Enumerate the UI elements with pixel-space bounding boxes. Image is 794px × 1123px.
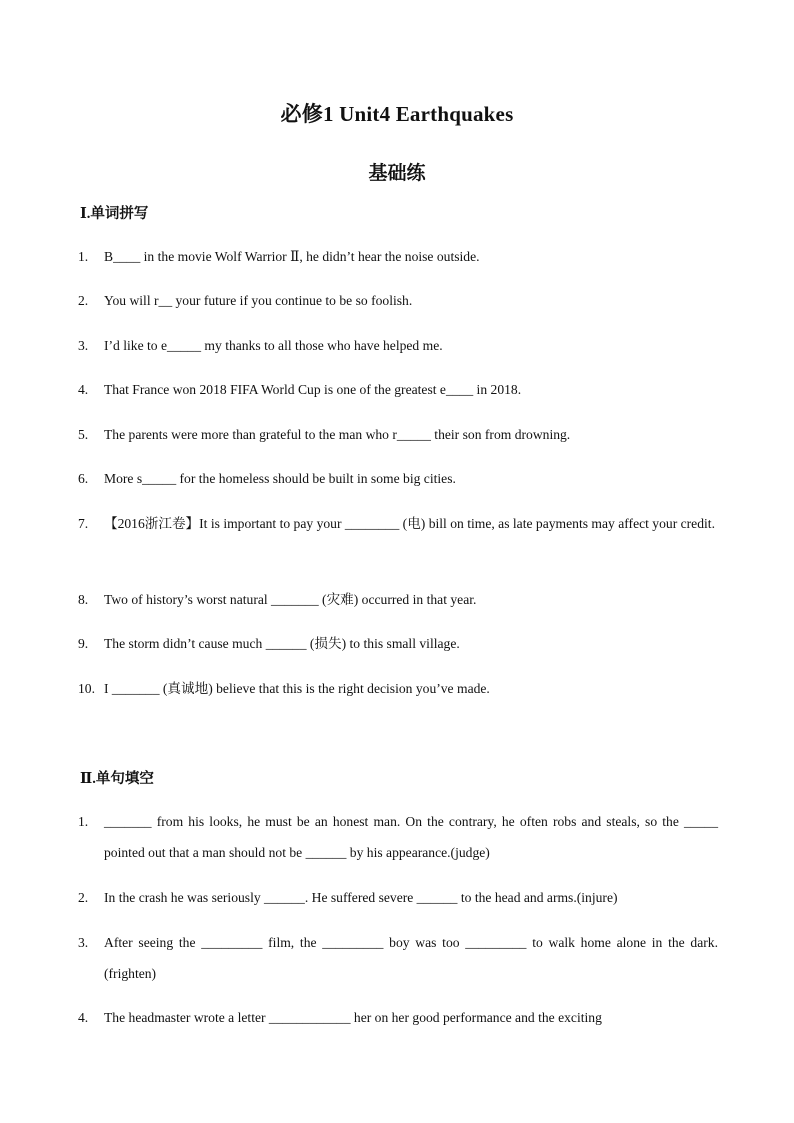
list-item xyxy=(78,927,718,989)
item-text: After seeing the _________ film, the _________ boy was too _________ to walk home alone in the dark.(frighten) xyxy=(104,935,718,981)
section-heading-fill-in: Ⅱ.单句填空 xyxy=(80,771,154,787)
item-number: 5. xyxy=(78,427,89,442)
item-number: 3. xyxy=(78,935,89,950)
item-number: 6. xyxy=(78,471,89,486)
item-text: 【2016浙江卷】It is important to pay your ________ (电) bill on time, as late payments may affect your credit. xyxy=(104,516,715,531)
list-item xyxy=(78,337,718,355)
item-text: I _______ (真诚地) believe that this is the right decision you’ve made. xyxy=(104,681,490,696)
item-text: I’d like to e_____ my thanks to all those who have helped me. xyxy=(104,338,443,353)
item-number: 4. xyxy=(78,382,89,397)
item-number: 3. xyxy=(78,338,89,353)
item-number: 10. xyxy=(78,681,95,696)
list-item xyxy=(78,806,722,868)
list-item xyxy=(78,470,718,488)
list-item xyxy=(78,1009,718,1027)
item-text: You will r__ your future if you continue to be so foolish. xyxy=(104,293,413,308)
list-item xyxy=(78,426,718,444)
list-item xyxy=(78,508,718,539)
item-text: The storm didn’t cause much ______ (损失) to this small village. xyxy=(104,636,460,651)
item-text: Two of history’s worst natural _______ (灾难) occurred in that year. xyxy=(104,592,477,607)
item-text: B____ in the movie Wolf Warrior Ⅱ, he didn’t hear the noise outside. xyxy=(104,249,480,264)
item-number: 4. xyxy=(78,1010,89,1025)
list-item xyxy=(78,292,718,310)
item-text: In the crash he was seriously ______. He suffered severe ______ to the head and arms.(injure) xyxy=(104,890,618,905)
page-title: 必修1 Unit4 Earthquakes xyxy=(280,102,514,126)
item-text: More s_____ for the homeless should be built in some big cities. xyxy=(104,471,456,486)
item-text: The headmaster wrote a letter ____________ her on her good performance and the exciting xyxy=(104,1010,602,1025)
list-item xyxy=(78,889,718,907)
page-subtitle: 基础练 xyxy=(368,163,426,184)
list-item xyxy=(78,635,718,653)
item-number: 7. xyxy=(78,516,89,531)
item-text: That France won 2018 FIFA World Cup is one of the greatest e____ in 2018. xyxy=(104,382,522,397)
list-item xyxy=(78,248,718,266)
item-text: _______ from his looks, he must be an honest man. On the contrary, he often robs and steals, so the _____ pointed out that a man should not be ______ by his appearance.(judge) xyxy=(104,814,722,860)
item-number: 9. xyxy=(78,636,89,651)
list-item xyxy=(78,680,718,698)
list-item xyxy=(78,381,718,399)
item-number: 8. xyxy=(78,592,89,607)
item-number: 1. xyxy=(78,249,89,264)
section-heading-spelling: Ⅰ.单词拼写 xyxy=(80,206,149,222)
list-item xyxy=(78,591,718,609)
item-number: 2. xyxy=(78,293,89,308)
item-number: 1. xyxy=(78,814,89,829)
item-text: The parents were more than grateful to the man who r_____ their son from drowning. xyxy=(104,427,571,442)
item-number: 2. xyxy=(78,890,89,905)
